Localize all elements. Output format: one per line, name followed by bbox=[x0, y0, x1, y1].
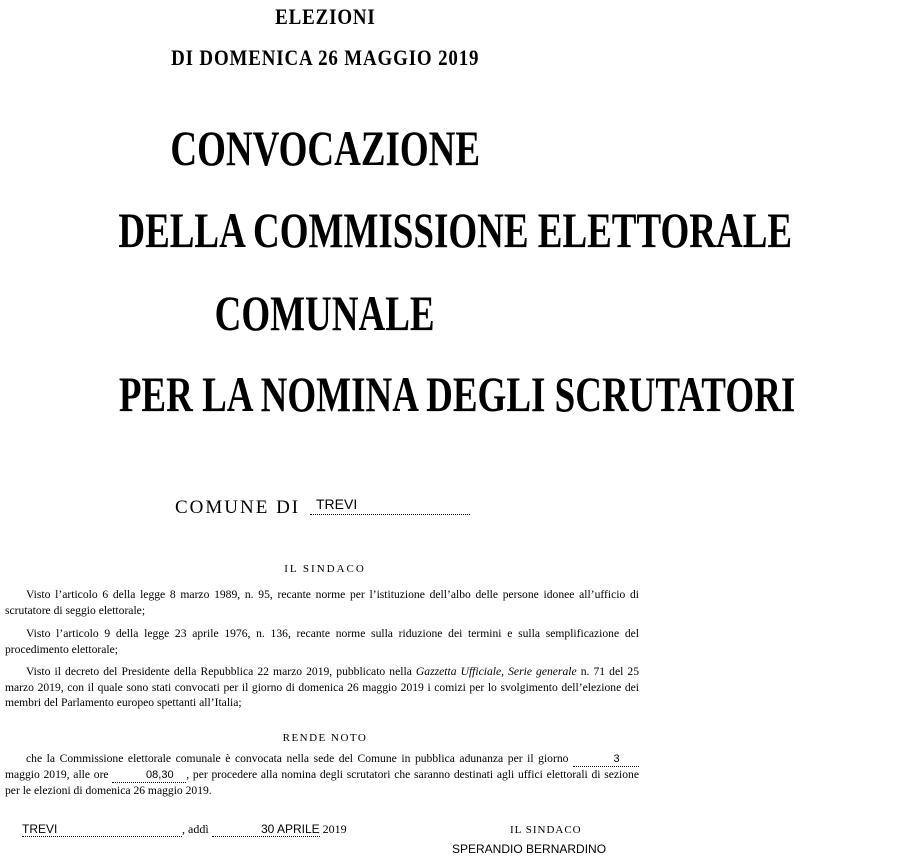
header-elezioni bbox=[0, 4, 650, 30]
anno-label: 2019 bbox=[322, 822, 347, 836]
footer-sindaco-label: IL SINDACO bbox=[510, 824, 582, 836]
rende-noto-heading: RENDE NOTO bbox=[282, 732, 368, 744]
sindaco-heading: IL SINDACO bbox=[284, 563, 366, 575]
rende-noto-text-b: maggio 2019, alle ore bbox=[5, 768, 113, 781]
rende-noto-paragraph bbox=[5, 751, 639, 799]
header-line-elezioni: ELEZIONI bbox=[274, 4, 376, 29]
comune-value: TREVI bbox=[310, 494, 470, 515]
ora-field: 08,30 bbox=[112, 769, 186, 783]
title-line-4: PER LA NOMINA DEGLI SCRUTATORI bbox=[118, 366, 796, 422]
visto-paragraph-1: Visto l’articolo 6 della legge 8 marzo 1989, n. 95, recante norme per l’istituzione dell’albo delle persone idonee all’ufficio di scrutatore di seggio elettorale; bbox=[5, 588, 639, 617]
footer-place-date bbox=[22, 822, 347, 837]
title-line-2-wrap bbox=[0, 200, 793, 260]
title-line-1-wrap bbox=[0, 118, 650, 178]
comune-label: COMUNE DI bbox=[175, 497, 301, 518]
title-line-3: COMUNALE bbox=[215, 285, 435, 341]
visto-paragraph-3-text-a: Visto il decreto del Presidente della Repubblica 22 marzo 2019, pubblicato nella bbox=[26, 665, 416, 678]
rende-noto-text-c: , per procedere alla nomina degli scrutatori che saranno destinati agli uffici elettorali di sezione per le elezioni di domenica 26 maggio 2019. bbox=[5, 768, 639, 797]
header-line-date: DI DOMENICA 26 MAGGIO 2019 bbox=[170, 45, 480, 70]
title-line-4-wrap bbox=[0, 364, 796, 424]
gazzetta-ufficiale-title: Gazzetta Ufficiale, Serie generale bbox=[415, 665, 577, 678]
addi-label: , addì bbox=[182, 822, 209, 836]
header-date bbox=[0, 45, 650, 71]
data-field: 30 APRILE bbox=[212, 822, 320, 837]
footer-sindaco-name: SPERANDIO BERNARDINO bbox=[452, 842, 607, 856]
visto-paragraph-3-text-b: n. 71 del 25 marzo 2019, con il quale sono stati convocati per il giorno di domenica 26 maggio 2019 i comizi per lo svolgimento dell’elezione dei membri del Parlamento europeo spettanti all’Italia; bbox=[5, 665, 639, 709]
luogo-field: TREVI bbox=[22, 822, 182, 837]
rende-noto-text-a: che la Commissione elettorale comunale è convocata nella sede del Comune in pubblica adunanza per il giorno bbox=[26, 752, 569, 765]
rende-noto-heading-wrap bbox=[0, 728, 650, 746]
visto-paragraph-2: Visto l’articolo 9 della legge 23 aprile 1976, n. 136, recante norme sulla riduzione dei termini e sulla semplificazione del procedimento elettorale; bbox=[5, 627, 639, 656]
title-line-3-wrap bbox=[0, 283, 650, 343]
sindaco-heading-wrap bbox=[0, 559, 650, 577]
giorno-field: 3 bbox=[573, 753, 639, 767]
visto-paragraph-3 bbox=[5, 664, 639, 711]
title-line-1: CONVOCAZIONE bbox=[170, 120, 480, 176]
title-line-2: DELLA COMMISSIONE ELETTORALE bbox=[118, 202, 793, 258]
